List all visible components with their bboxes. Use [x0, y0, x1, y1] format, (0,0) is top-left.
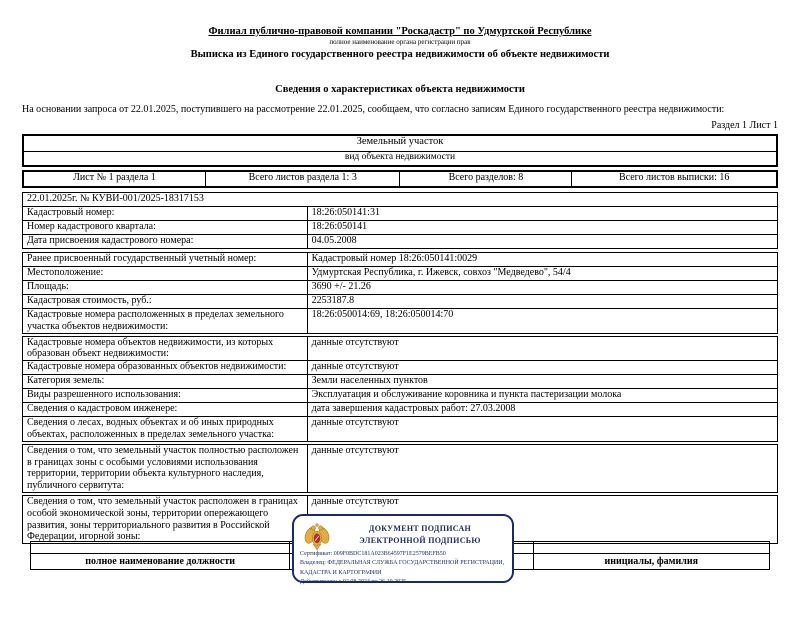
details-table-group3: [22, 336, 778, 442]
table-row: [23, 207, 778, 221]
table-row: [23, 403, 778, 417]
row-value: 04.05.2008: [307, 235, 777, 249]
stamp-owner: Владелец: ФЕДЕРАЛЬНАЯ СЛУЖБА ГОСУДАРСТВЕННОЙ РЕГИСТРАЦИИ, КАДАСТРА И КАРТОГРАФИИ: [300, 560, 505, 576]
table-row: [23, 171, 777, 187]
document-title: Выписка из Единого государственного реестра недвижимости об объекте недвижимости: [190, 49, 610, 60]
table-row: [23, 375, 778, 389]
table-row: [23, 267, 778, 281]
details-table-group1: [22, 192, 778, 249]
details-table-group4: [22, 444, 778, 493]
section-title: Сведения о характеристиках объекта недвижимости: [275, 84, 525, 95]
row-label: Номер кадастрового квартала:: [23, 221, 308, 235]
stamp-header: [332, 523, 508, 547]
row-value: данные отсутствуют: [307, 495, 777, 543]
registration-authority-caption: полное наименование органа регистрации прав: [329, 38, 471, 46]
object-type-table: [22, 134, 778, 167]
table-row: [23, 444, 778, 492]
row-label: Категория земель:: [23, 375, 308, 389]
sheet-info-cell: Всего листов выписки: 16: [572, 171, 777, 187]
row-label: Сведения о том, что земельный участок полностью расположен в границах зоны с особыми условиями использования территории, территории объекта культурного наследия, публичного сервитута:: [23, 444, 308, 492]
sheet-info-table: [22, 170, 778, 188]
row-value: Земли населенных пунктов: [307, 375, 777, 389]
stamp-certificate: Сертификат: 009F0BDC181A023B64597F1E2579BEFB50: [300, 551, 446, 557]
row-label: Местоположение:: [23, 267, 308, 281]
table-row: [23, 389, 778, 403]
double-headed-eagle-icon: [304, 521, 330, 553]
document-header: [22, 26, 778, 131]
table-row: [23, 417, 778, 442]
row-label: Кадастровый номер:: [23, 207, 308, 221]
object-type-value: Земельный участок: [23, 135, 777, 152]
object-type-caption: вид объекта недвижимости: [23, 152, 777, 167]
table-row: [23, 281, 778, 295]
row-label: Кадастровые номера образованных объектов недвижимости:: [23, 361, 308, 375]
table-row: [23, 361, 778, 375]
row-value: данные отсутствуют: [307, 444, 777, 492]
row-label: Кадастровые номера объектов недвижимости, из которых образован объект недвижимости:: [23, 336, 308, 361]
stamp-line1: ДОКУМЕНТ ПОДПИСАН: [368, 524, 472, 533]
document-content: [22, 0, 778, 544]
sheet-info-cell: Всего разделов: 8: [400, 171, 572, 187]
row-label: Виды разрешенного использования:: [23, 389, 308, 403]
row-value: Кадастровый номер 18:26:050141:0029: [307, 253, 777, 267]
table-row: [23, 336, 778, 361]
row-label: Площадь:: [23, 281, 308, 295]
table-row: [23, 152, 777, 167]
request-number: 22.01.2025г. № КУВИ-001/2025-18317153: [23, 193, 778, 207]
row-value: Удмуртская Республика, г. Ижевск, совхоз "Медведево", 54/4: [307, 267, 777, 281]
stamp-details: [300, 550, 506, 587]
stamp-line2: ЭЛЕКТРОННОЙ ПОДПИСЬЮ: [359, 536, 481, 545]
signature-line-cell: [533, 542, 770, 554]
row-value: 18:26:050141:31: [307, 207, 777, 221]
table-row: [23, 295, 778, 309]
row-value: 2253187.8: [307, 295, 777, 309]
row-label: Дата присвоения кадастрового номера:: [23, 235, 308, 249]
row-label: Сведения о том, что земельный участок расположен в границах особой экономической зоны, территории опережающего развития, зоны территориального развития в Российской Федерации, игорной зоны:: [23, 495, 308, 543]
row-value: Эксплуатация и обслуживание коровника и пункта пастеризации молока: [307, 389, 777, 403]
row-label: Сведения о лесах, водных объектах и об иных природных объектах, расположенных в пределах земельного участка:: [23, 417, 308, 442]
registration-authority-name: Филиал публично-правовой компании "Роскадастр" по Удмуртской Республике: [208, 26, 592, 37]
table-row: [23, 309, 778, 334]
sheet-info-cell: Всего листов раздела 1: 3: [205, 171, 400, 187]
row-value: данные отсутствуют: [307, 336, 777, 361]
row-label: Сведения о кадастровом инженере:: [23, 403, 308, 417]
initials-caption: инициалы, фамилия: [533, 554, 770, 570]
table-row: [23, 253, 778, 267]
row-value: дата завершения кадастровых работ: 27.03.2008: [307, 403, 777, 417]
table-row: [23, 193, 778, 207]
row-value: данные отсутствуют: [307, 361, 777, 375]
digital-signature-stamp: [292, 514, 514, 583]
row-value: 18:26:050141: [307, 221, 777, 235]
row-label: Кадастровые номера расположенных в пределах земельного участка объектов недвижимости:: [23, 309, 308, 334]
table-row: [23, 235, 778, 249]
row-value: 18:26:050014:69, 18:26:050014:70: [307, 309, 777, 334]
sheet-info-cell: Лист № 1 раздела 1: [23, 171, 205, 187]
stamp-validity: Действителен: с 02.08.2024 по 26.10.2025: [300, 578, 407, 585]
details-table-group2: [22, 252, 778, 334]
table-row: [23, 221, 778, 235]
request-basis-line: На основании запроса от 22.01.2025, поступившего на рассмотрение 22.01.2025, сообщаем, что согласно записям Единого государственного реестра недвижимости:: [22, 104, 725, 115]
row-value: данные отсутствуют: [307, 417, 777, 442]
table-row: [23, 135, 777, 152]
signature-line-cell: [31, 542, 290, 554]
section-sheet-label: Раздел 1 Лист 1: [711, 120, 778, 131]
row-label: Ранее присвоенный государственный учетный номер:: [23, 253, 308, 267]
position-caption: полное наименование должности: [31, 554, 290, 570]
row-label: Кадастровая стоимость, руб.:: [23, 295, 308, 309]
row-value: 3690 +/- 21.26: [307, 281, 777, 295]
